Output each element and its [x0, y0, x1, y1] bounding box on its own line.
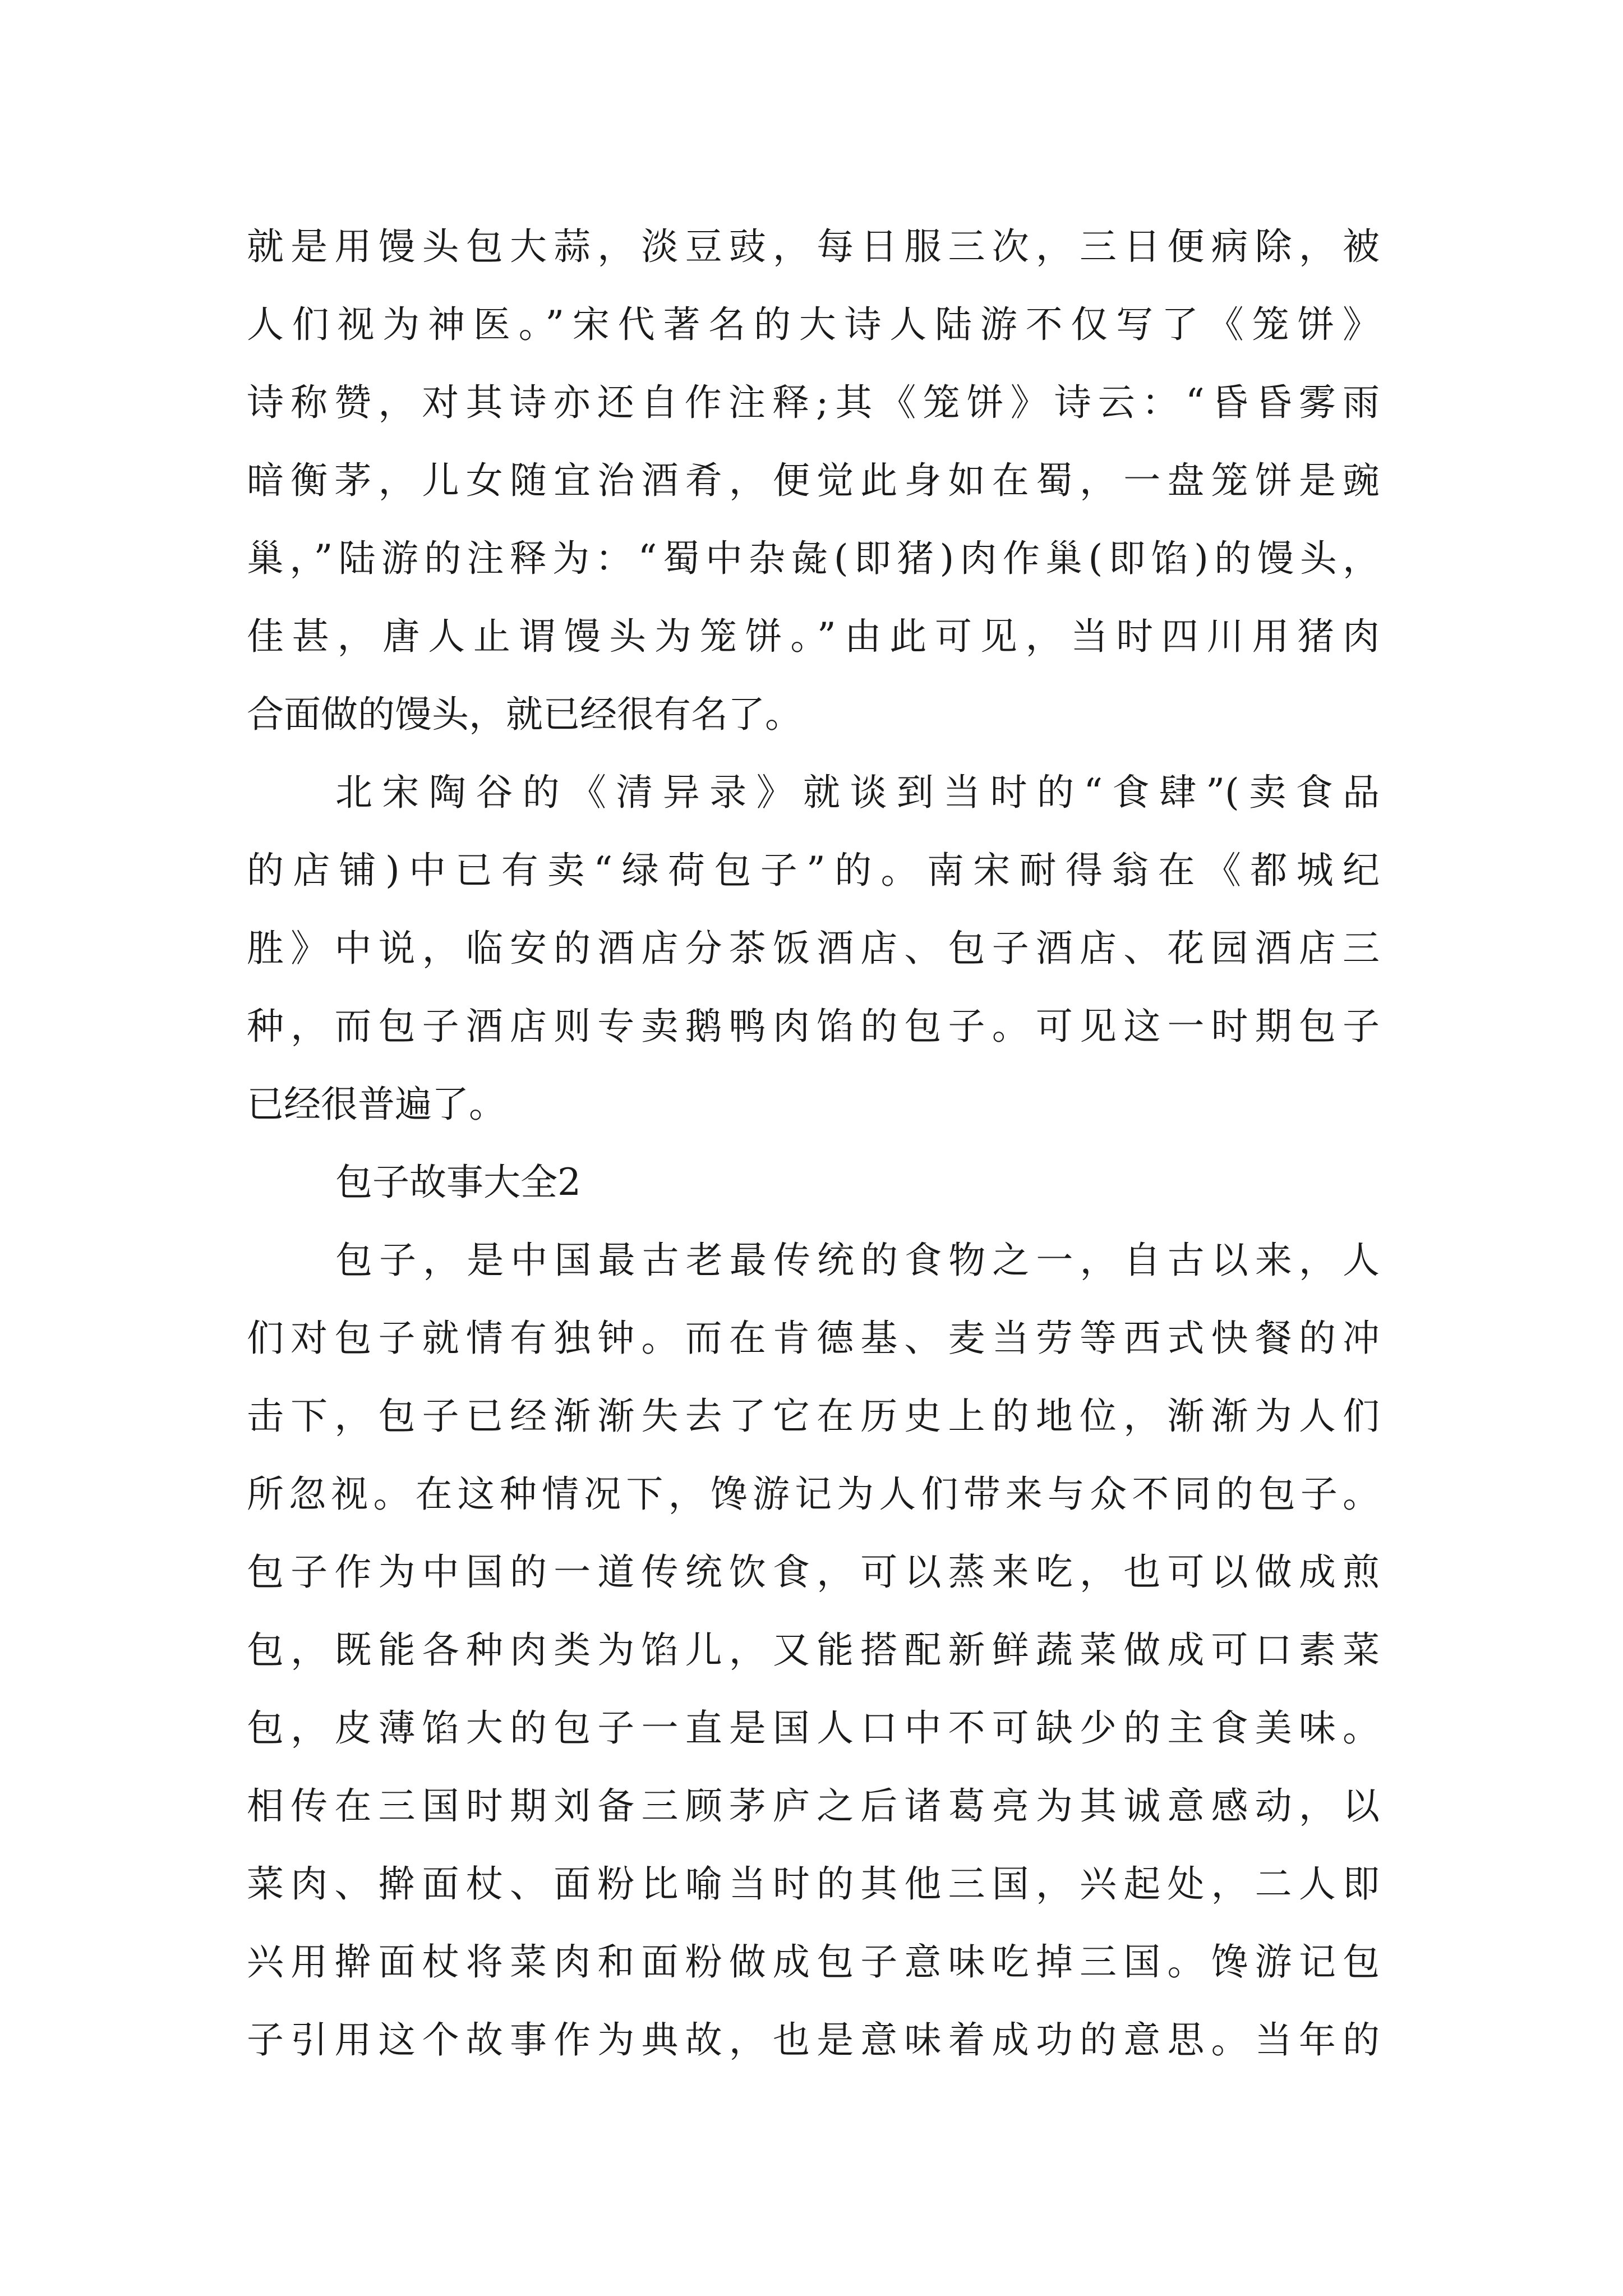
text-line: 人们视为神医。”宋代著名的大诗人陆游不仅写了《笼饼》: [247, 303, 1380, 346]
text-line: 合面做的馒头，就已经很有名了。: [247, 693, 802, 736]
text-line: 所忽视。在这种情况下，馋游记为人们带来与众不同的包子。: [247, 1473, 1380, 1516]
text-line: 包子，是中国最古老最传统的食物之一，自古以来，人: [335, 1239, 1380, 1282]
text-line: 相传在三国时期刘备三顾茅庐之后诸葛亮为其诚意感动，以: [247, 1784, 1380, 1828]
text-line: 兴用擀面杖将菜肉和面粉做成包子意味吃掉三国。馋游记包: [247, 1940, 1380, 1984]
text-line: 菜肉、擀面杖、面粉比喻当时的其他三国，兴起处，二人即: [247, 1862, 1380, 1906]
text-line: 包，既能各种肉类为馅儿，又能搭配新鲜蔬菜做成可口素菜: [247, 1628, 1380, 1672]
text-line: 就是用馒头包大蒜，淡豆豉，每日服三次，三日便病除，被: [247, 225, 1380, 268]
text-line: 的店铺)中已有卖“绿荷包子”的。南宋耐得翁在《都城纪: [247, 849, 1380, 892]
text-line: 已经很普遍了。: [247, 1083, 506, 1126]
body-text: [247, 208, 1380, 2079]
text-line: 佳甚，唐人止谓馒头为笼饼。”由此可见，当时四川用猪肉: [247, 615, 1380, 658]
text-line: 包子作为中国的一道传统饮食，可以蒸来吃，也可以做成煎: [247, 1550, 1380, 1594]
text-line: 包，皮薄馅大的包子一直是国人口中不可缺少的主食美味。: [247, 1706, 1380, 1750]
text-line: 巢，”陆游的注释为：“蜀中杂彘(即猪)肉作巢(即馅)的馒头，: [247, 537, 1380, 580]
text-line: 子引用这个故事作为典故，也是意味着成功的意思。当年的: [247, 2018, 1380, 2062]
text-line: 北宋陶谷的《清异录》就谈到当时的“食肆”(卖食品: [335, 771, 1380, 814]
text-line: 们对包子就情有独钟。而在肯德基、麦当劳等西式快餐的冲: [247, 1317, 1380, 1360]
text-line: 诗称赞，对其诗亦还自作注释;其《笼饼》诗云：“昏昏雾雨: [247, 381, 1380, 424]
section-heading: 包子故事大全2: [335, 1161, 581, 1204]
text-line: 胜》中说，临安的酒店分茶饭酒店、包子酒店、花园酒店三: [247, 927, 1380, 970]
text-line: 种，而包子酒店则专卖鹅鸭肉馅的包子。可见这一时期包子: [247, 1005, 1380, 1048]
text-line: 击下，包子已经渐渐失去了它在历史上的地位，渐渐为人们: [247, 1395, 1380, 1438]
text-line: 暗衡茅，儿女随宜治酒肴，便觉此身如在蜀，一盘笼饼是豌: [247, 459, 1380, 502]
